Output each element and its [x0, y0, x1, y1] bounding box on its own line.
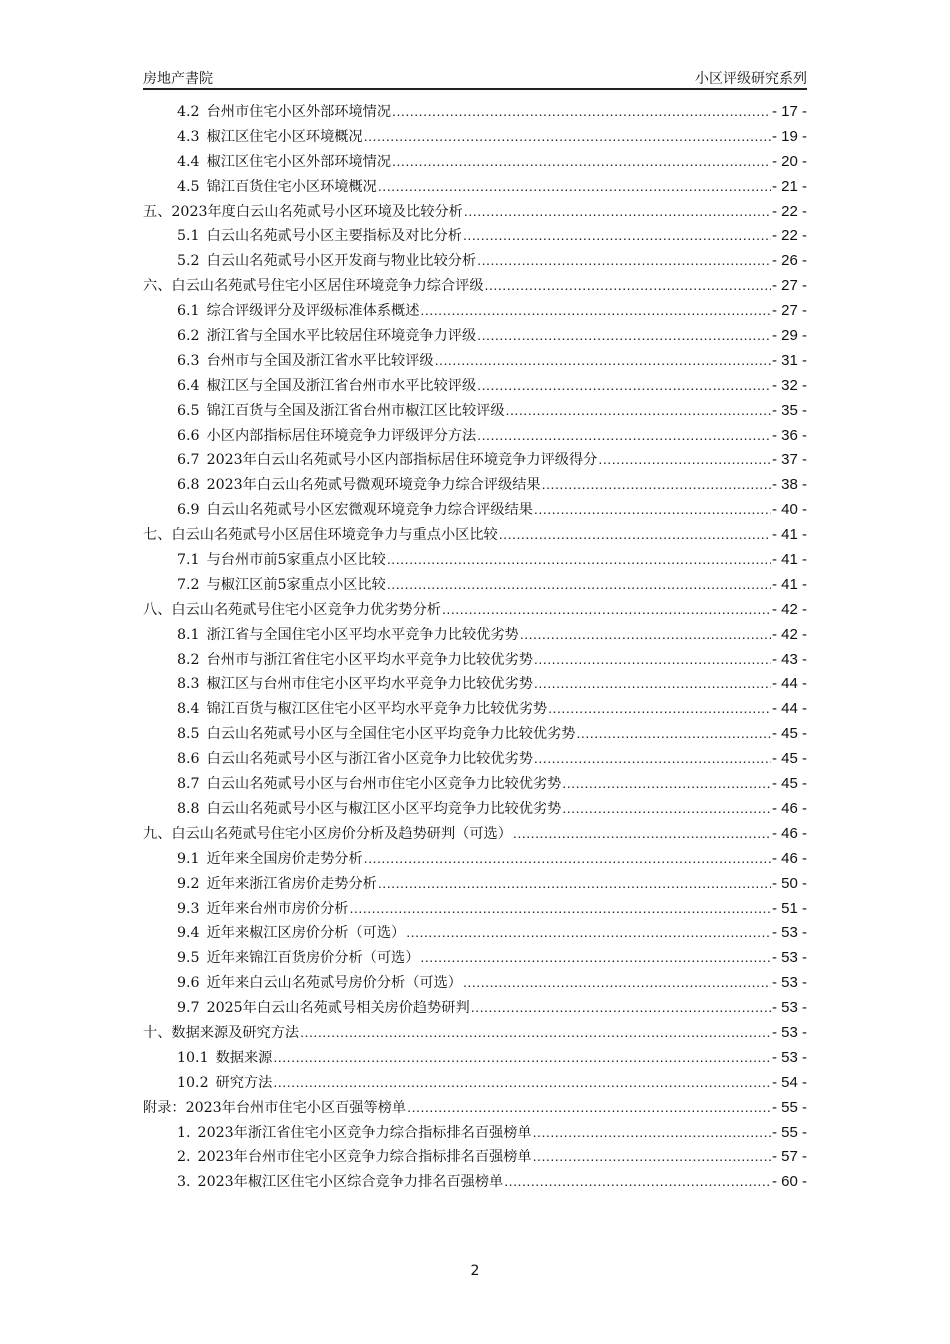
- toc-dot-leader: [420, 946, 771, 971]
- toc-entry-page: - 46 -: [771, 799, 807, 817]
- toc-entry-page: - 29 -: [771, 327, 807, 345]
- toc-chapter-entry[interactable]: [143, 200, 807, 225]
- toc-entry-number: 8.1: [177, 626, 200, 643]
- toc-entry-number: 9.7: [177, 1000, 200, 1017]
- toc-section-entry[interactable]: [143, 324, 807, 349]
- toc-entry-page: - 22 -: [771, 202, 807, 220]
- toc-entry-page: - 17 -: [771, 103, 807, 120]
- toc-entry-page: - 40 -: [771, 501, 807, 519]
- toc-entry-number: 4.3: [177, 128, 200, 145]
- toc-entry-page: - 53 -: [771, 1048, 807, 1066]
- toc-entry-page: - 36 -: [771, 426, 807, 444]
- toc-entry-page: - 53 -: [771, 974, 807, 992]
- toc-section-entry[interactable]: [143, 648, 807, 673]
- toc-entry-title: 2023年椒江区住宅小区综合竞争力排名百强榜单: [197, 1174, 504, 1191]
- toc-entry-page: - 53 -: [771, 924, 807, 942]
- toc-chapter-entry[interactable]: [143, 523, 807, 548]
- toc-entry-page: - 41 -: [771, 526, 807, 544]
- toc-section-entry[interactable]: [143, 1121, 807, 1146]
- toc-entry-title: 台州市与全国及浙江省水平比较评级: [206, 352, 434, 369]
- toc-section-entry[interactable]: [143, 399, 807, 424]
- toc-dot-leader: [562, 797, 771, 822]
- toc-entry-title: 椒江区与全国及浙江省台州市水平比较评级: [206, 377, 477, 394]
- toc-dot-leader: [392, 100, 771, 125]
- toc-dot-leader: [533, 1145, 771, 1170]
- toc-section-entry[interactable]: [143, 150, 807, 175]
- toc-entry-page: - 35 -: [771, 401, 807, 419]
- toc-entry-number: 8.3: [177, 676, 200, 693]
- toc-dot-leader: [471, 996, 771, 1021]
- toc-section-entry[interactable]: [143, 722, 807, 747]
- toc-dot-leader: [406, 921, 771, 946]
- toc-entry-title: 锦江百货住宅小区环境概况: [206, 178, 377, 195]
- toc-entry-title: 2025年白云山名苑贰号相关房价趋势研判: [206, 1000, 470, 1017]
- toc-dot-leader: [273, 1071, 771, 1096]
- toc-entry-page: - 27 -: [771, 302, 807, 320]
- toc-entry-title: 近年来全国房价走势分析: [206, 850, 363, 867]
- toc-dot-leader: [392, 150, 771, 175]
- toc-entry-title: 台州市与浙江省住宅小区平均水平竞争力比较优劣势: [206, 651, 533, 668]
- toc-entry-title: 综合评级评分及评级标准体系概述: [206, 303, 420, 320]
- toc-entry-number: 6.5: [177, 402, 200, 419]
- toc-entry-title: 浙江省与全国水平比较居住环境竞争力评级: [206, 328, 477, 345]
- toc-entry-page: - 32 -: [771, 376, 807, 394]
- toc-entry-title: 2023年台州市住宅小区竞争力综合指标排名百强榜单: [197, 1149, 532, 1166]
- toc-dot-leader: [562, 772, 771, 797]
- toc-entry-number: 10.2: [177, 1074, 209, 1091]
- toc-section-entry[interactable]: [143, 847, 807, 872]
- toc-entry-title: 白云山名苑贰号小区主要指标及对比分析: [206, 228, 462, 245]
- toc-entry-number: 5.2: [177, 253, 200, 270]
- toc-entry-title: 数据来源: [215, 1049, 273, 1066]
- toc-entry-title: 锦江百货与椒江区住宅小区平均水平竞争力比较优劣势: [206, 701, 548, 718]
- toc-entry-number: 8.2: [177, 651, 200, 668]
- toc-entry-number: 6.2: [177, 328, 200, 345]
- toc-dot-leader: [485, 274, 771, 299]
- toc-section-entry[interactable]: [143, 1170, 807, 1195]
- toc-entry-number: 10.1: [177, 1049, 209, 1066]
- toc-entry-title: 与椒江区前5家重点小区比较: [206, 576, 386, 593]
- toc-entry-title: 白云山名苑贰号小区与浙江省小区竞争力比较优劣势: [206, 751, 533, 768]
- toc-section-entry[interactable]: [143, 1071, 807, 1096]
- toc-entry-number: 4.2: [177, 104, 200, 120]
- page-number: 2: [470, 1263, 480, 1279]
- toc-dot-leader: [506, 399, 771, 424]
- toc-entry-number: 2.: [177, 1149, 191, 1166]
- toc-entry-number: 7.1: [177, 552, 200, 569]
- toc-entry-title: 2023年白云山名苑贰号微观环境竞争力综合评级结果: [206, 477, 541, 494]
- toc-entry-title: 近年来椒江区房价分析（可选）: [206, 925, 406, 942]
- toc-entry-page: - 19 -: [771, 127, 807, 145]
- toc-section-entry[interactable]: [143, 125, 807, 150]
- toc-entry-page: - 60 -: [771, 1173, 807, 1191]
- toc-entry-title: 近年来白云山名苑贰号房价分析（可选）: [206, 975, 462, 992]
- toc-chapter-entry[interactable]: [143, 822, 807, 847]
- toc-entry-number: 6.9: [177, 502, 200, 519]
- toc-section-entry[interactable]: [143, 249, 807, 274]
- toc-section-entry[interactable]: [143, 175, 807, 200]
- toc-section-entry[interactable]: [143, 573, 807, 598]
- toc-entry-page: - 57 -: [771, 1148, 807, 1166]
- toc-entry-page: - 21 -: [771, 177, 807, 195]
- toc-entry-page: - 46 -: [771, 824, 807, 842]
- toc-entry-number: 6.7: [177, 452, 200, 469]
- toc-section-entry[interactable]: [143, 473, 807, 498]
- toc-dot-leader: [387, 548, 771, 573]
- toc-entry-number: 9.6: [177, 975, 200, 992]
- toc-entry-title: 锦江百货与全国及浙江省台州市椒江区比较评级: [206, 402, 505, 419]
- toc-entry-page: - 50 -: [771, 874, 807, 892]
- toc-dot-leader: [300, 1021, 771, 1046]
- toc-section-entry[interactable]: [143, 100, 807, 125]
- toc-entry-number: 8.8: [177, 800, 200, 817]
- toc-entry-page: - 38 -: [771, 476, 807, 494]
- toc-entry-title: 台州市住宅小区外部环境情况: [206, 104, 392, 120]
- toc-entry-page: - 42 -: [771, 625, 807, 643]
- toc-entry-page: - 26 -: [771, 252, 807, 270]
- toc-entry-page: - 22 -: [771, 227, 807, 245]
- toc-entry-page: - 45 -: [771, 750, 807, 768]
- toc-section-entry[interactable]: [143, 996, 807, 1021]
- toc-dot-leader: [534, 498, 771, 523]
- toc-entry-page: - 54 -: [771, 1073, 807, 1091]
- toc-dot-leader: [364, 847, 771, 872]
- toc-entry-title: 近年来锦江百货房价分析（可选）: [206, 950, 420, 967]
- toc-entry-page: - 45 -: [771, 775, 807, 793]
- toc-section-entry[interactable]: [143, 374, 807, 399]
- page-header: [143, 66, 807, 90]
- toc-entry-number: 八、: [143, 601, 172, 618]
- toc-entry-page: - 53 -: [771, 949, 807, 967]
- toc-section-entry[interactable]: [143, 1145, 807, 1170]
- toc-entry-title: 数据来源及研究方法: [171, 1024, 300, 1041]
- toc-dot-leader: [464, 200, 771, 225]
- toc-entry-number: 4.4: [177, 153, 200, 170]
- toc-entry-title: 近年来浙江省房价走势分析: [206, 875, 377, 892]
- toc-dot-leader: [598, 448, 771, 473]
- toc-entry-title: 白云山名苑贰号小区与全国住宅小区平均竞争力比较优劣势: [206, 726, 576, 743]
- toc-section-entry[interactable]: [143, 424, 807, 449]
- toc-entry-number: 9.3: [177, 900, 200, 917]
- toc-entry-number: 1.: [177, 1124, 191, 1141]
- toc-section-entry[interactable]: [143, 448, 807, 473]
- header-series: 小区评级研究系列: [695, 71, 807, 87]
- toc-section-entry[interactable]: [143, 971, 807, 996]
- toc-dot-leader: [534, 672, 771, 697]
- toc-entry-number: 附录：: [143, 1099, 186, 1116]
- toc-entry-number: 五、: [143, 203, 172, 220]
- toc-dot-leader: [463, 971, 771, 996]
- toc-entry-title: 白云山名苑贰号住宅小区竞争力优劣势分析: [171, 601, 441, 618]
- toc-entry-title: 白云山名苑贰号小区居住环境竞争力与重点小区比较: [171, 527, 498, 544]
- toc-entry-page: - 31 -: [771, 351, 807, 369]
- toc-dot-leader: [499, 523, 771, 548]
- toc-section-entry[interactable]: [143, 747, 807, 772]
- toc-entry-number: 4.5: [177, 178, 200, 195]
- toc-dot-leader: [533, 1121, 771, 1146]
- toc-entry-title: 白云山名苑贰号小区与椒江区小区平均竞争力比较优劣势: [206, 800, 562, 817]
- toc-entry-number: 8.6: [177, 751, 200, 768]
- toc-entry-page: - 44 -: [771, 700, 807, 718]
- toc-dot-leader: [407, 1096, 771, 1121]
- toc-entry-number: 9.4: [177, 925, 200, 942]
- toc-chapter-entry[interactable]: [143, 1021, 807, 1046]
- toc-entry-page: - 55 -: [771, 1123, 807, 1141]
- toc-entry-number: 6.6: [177, 427, 200, 444]
- toc-dot-leader: [576, 722, 771, 747]
- toc-dot-leader: [534, 648, 771, 673]
- toc-dot-leader: [420, 299, 771, 324]
- toc-chapter-entry[interactable]: [143, 1096, 807, 1121]
- toc-entry-title: 白云山名苑贰号小区开发商与物业比较分析: [206, 253, 477, 270]
- toc-dot-leader: [435, 349, 771, 374]
- toc-entry-number: 9.1: [177, 850, 200, 867]
- toc-entry-title: 小区内部指标居住环境竞争力评级评分方法: [206, 427, 477, 444]
- toc-section-entry[interactable]: [143, 772, 807, 797]
- toc-entry-number: 九、: [143, 825, 172, 842]
- toc-entry-number: 6.8: [177, 477, 200, 494]
- toc-entry-page: - 45 -: [771, 725, 807, 743]
- toc-dot-leader: [378, 175, 771, 200]
- toc-dot-leader: [520, 623, 771, 648]
- toc-entry-number: 十、: [143, 1024, 172, 1041]
- toc-entry-number: 8.5: [177, 726, 200, 743]
- toc-dot-leader: [477, 324, 771, 349]
- toc-dot-leader: [378, 872, 771, 897]
- toc-entry-number: 9.2: [177, 875, 200, 892]
- toc-entry-title: 椒江区与台州市住宅小区平均水平竞争力比较优劣势: [206, 676, 533, 693]
- toc-entry-title: 椒江区住宅小区外部环境情况: [206, 153, 392, 170]
- toc-entry-title: 白云山名苑贰号住宅小区居住环境竞争力综合评级: [171, 278, 484, 295]
- toc-dot-leader: [477, 424, 771, 449]
- toc-section-entry[interactable]: [143, 548, 807, 573]
- toc-entry-title: 浙江省与全国住宅小区平均水平竞争力比较优劣势: [206, 626, 519, 643]
- toc-entry-page: - 42 -: [771, 600, 807, 618]
- toc-entry-page: - 41 -: [771, 575, 807, 593]
- toc-section-entry[interactable]: [143, 1046, 807, 1071]
- toc-entry-title: 2023年度白云山名苑贰号小区环境及比较分析: [171, 203, 463, 220]
- toc-entry-title: 白云山名苑贰号小区与台州市住宅小区竞争力比较优劣势: [206, 776, 562, 793]
- toc-entry-page: - 27 -: [771, 277, 807, 295]
- table-of-contents: [143, 100, 807, 1195]
- toc-entry-number: 8.7: [177, 776, 200, 793]
- toc-entry-number: 5.1: [177, 228, 200, 245]
- toc-entry-page: - 53 -: [771, 999, 807, 1017]
- toc-dot-leader: [513, 822, 771, 847]
- toc-section-entry[interactable]: [143, 872, 807, 897]
- toc-entry-number: 7.2: [177, 576, 200, 593]
- header-publisher: 房地产書院: [143, 71, 213, 87]
- toc-section-entry[interactable]: [143, 697, 807, 722]
- toc-section-entry[interactable]: [143, 946, 807, 971]
- toc-entry-title: 2023年浙江省住宅小区竞争力综合指标排名百强榜单: [197, 1124, 532, 1141]
- toc-chapter-entry[interactable]: [143, 274, 807, 299]
- toc-entry-title: 2023年台州市住宅小区百强等榜单: [185, 1099, 407, 1116]
- toc-entry-number: 6.4: [177, 377, 200, 394]
- toc-entry-page: - 46 -: [771, 849, 807, 867]
- toc-entry-page: - 51 -: [771, 899, 807, 917]
- toc-entry-number: 六、: [143, 278, 172, 295]
- toc-dot-leader: [477, 374, 771, 399]
- toc-dot-leader: [477, 249, 771, 274]
- toc-section-entry[interactable]: [143, 349, 807, 374]
- toc-entry-number: 8.4: [177, 701, 200, 718]
- toc-section-entry[interactable]: [143, 299, 807, 324]
- toc-entry-title: 白云山名苑贰号住宅小区房价分析及趋势研判（可选）: [171, 825, 512, 842]
- toc-entry-number: 3.: [177, 1174, 191, 1191]
- toc-dot-leader: [542, 473, 771, 498]
- toc-entry-page: - 43 -: [771, 650, 807, 668]
- toc-entry-title: 与台州市前5家重点小区比较: [206, 552, 386, 569]
- toc-dot-leader: [273, 1046, 771, 1071]
- toc-entry-title: 研究方法: [215, 1074, 273, 1091]
- toc-section-entry[interactable]: [143, 897, 807, 922]
- toc-dot-leader: [504, 1170, 771, 1195]
- toc-entry-number: 6.3: [177, 352, 200, 369]
- toc-entry-number: 9.5: [177, 950, 200, 967]
- toc-entry-number: 6.1: [177, 303, 200, 320]
- toc-entry-page: - 53 -: [771, 1023, 807, 1041]
- toc-entry-title: 2023年白云山名苑贰号小区内部指标居住环境竞争力评级得分: [206, 452, 598, 469]
- toc-dot-leader: [534, 747, 771, 772]
- toc-entry-page: - 44 -: [771, 675, 807, 693]
- toc-entry-number: 七、: [143, 527, 172, 544]
- toc-entry-title: 白云山名苑贰号小区宏微观环境竞争力综合评级结果: [206, 502, 533, 519]
- toc-section-entry[interactable]: [143, 672, 807, 697]
- toc-entry-page: - 37 -: [771, 451, 807, 469]
- toc-dot-leader: [349, 897, 771, 922]
- toc-entry-page: - 20 -: [771, 152, 807, 170]
- toc-dot-leader: [463, 224, 771, 249]
- toc-section-entry[interactable]: [143, 623, 807, 648]
- toc-section-entry[interactable]: [143, 498, 807, 523]
- toc-entry-title: 近年来台州市房价分析: [206, 900, 349, 917]
- toc-dot-leader: [548, 697, 771, 722]
- toc-entry-page: - 41 -: [771, 551, 807, 569]
- toc-dot-leader: [364, 125, 771, 150]
- toc-entry-page: - 55 -: [771, 1098, 807, 1116]
- toc-dot-leader: [387, 573, 771, 598]
- toc-dot-leader: [442, 598, 771, 623]
- toc-chapter-entry[interactable]: [143, 598, 807, 623]
- toc-section-entry[interactable]: [143, 224, 807, 249]
- toc-section-entry[interactable]: [143, 921, 807, 946]
- toc-entry-title: 椒江区住宅小区环境概况: [206, 128, 363, 145]
- toc-section-entry[interactable]: [143, 797, 807, 822]
